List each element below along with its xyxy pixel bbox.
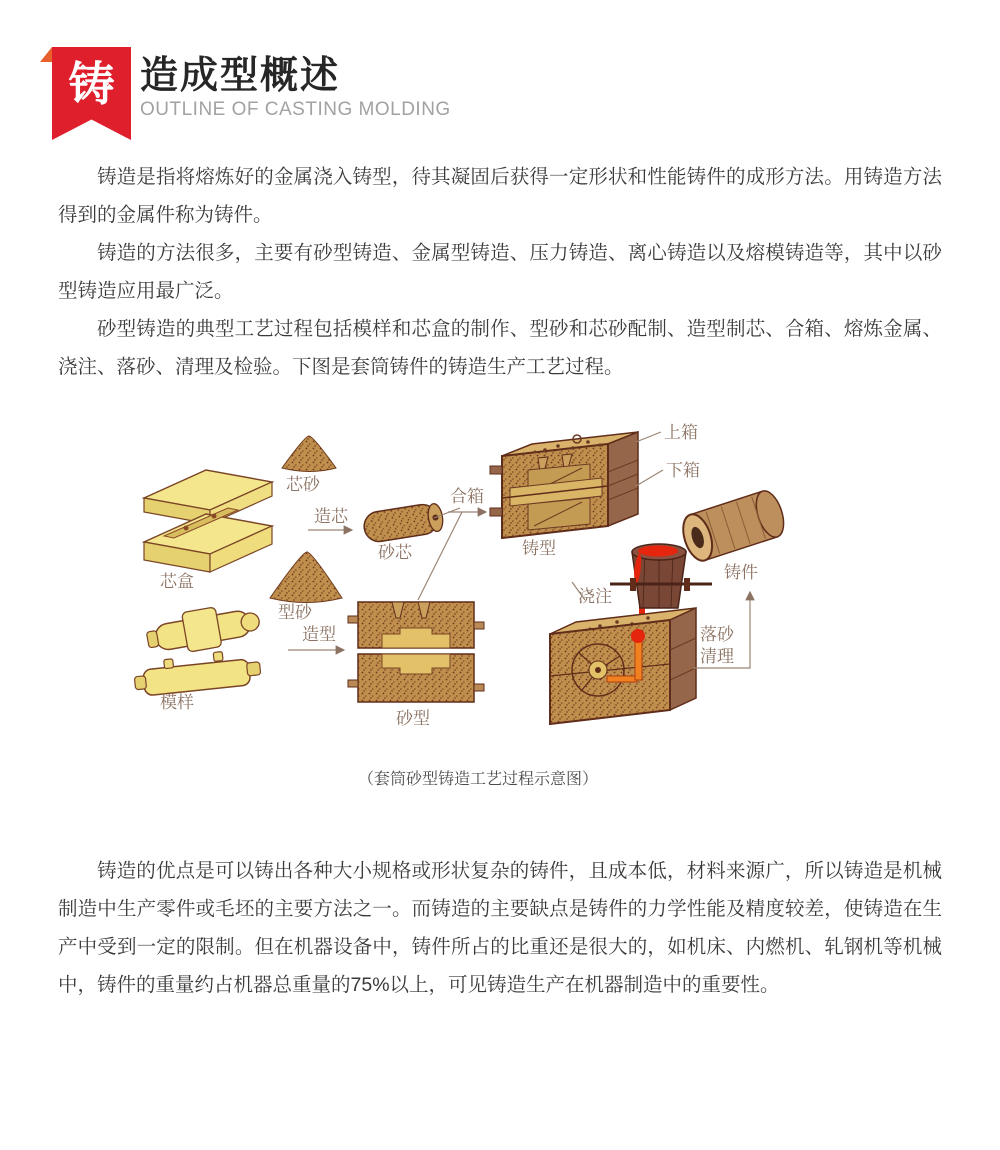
label-molding-sand: 型砂 xyxy=(278,603,312,623)
casting-process-diagram xyxy=(130,412,800,742)
molding-sand-pile-art xyxy=(270,552,342,603)
label-core-box: 芯盒 xyxy=(160,572,194,592)
title-block xyxy=(140,47,451,121)
label-sand-core: 砂芯 xyxy=(378,543,412,563)
page-title: 造成型概述 xyxy=(140,53,341,97)
casting-mold-art xyxy=(490,432,638,538)
badge-fold-icon xyxy=(40,47,52,62)
label-shakeout-1: 落砂 xyxy=(700,625,734,645)
pattern-art xyxy=(133,600,263,697)
sand-core-art xyxy=(362,502,445,544)
label-core-making: 造芯 xyxy=(314,507,348,527)
pouring-mold-art xyxy=(550,608,696,724)
label-flask-assembly: 合箱 xyxy=(450,487,484,507)
label-drag: 下箱 xyxy=(666,461,700,481)
cope-leader xyxy=(636,432,661,442)
drag-leader xyxy=(636,470,663,486)
label-cope: 上箱 xyxy=(664,423,698,443)
paragraph-advantages: 铸造的优点是可以铸出各种大小规格或形状复杂的铸件，且成本低，材料来源广，所以铸造是机械制造中生产零件或毛坯的主要方法之一。而铸造的主要缺点是铸件的力学性能及精度较差，使铸造在生产中受到一定的限制。但在机器设备中，铸件所占的比重还是很大的，如机床、内燃机、轧钢机等机械中，铸件的重量约占机器总重量的75%以上，可见铸造生产在机器制造中的重要性。 xyxy=(58,860,942,996)
label-pouring: 浇注 xyxy=(578,587,612,607)
label-casting-mold: 铸型 xyxy=(522,539,556,559)
casting-art xyxy=(678,487,789,564)
paragraph-definition: 铸造是指将熔炼好的金属浇入铸型，待其凝固后获得一定形状和性能铸件的成形方法。用铸造方法得到的金属件称为铸件。 xyxy=(58,166,942,226)
label-pattern: 模样 xyxy=(160,693,194,713)
label-casting: 铸件 xyxy=(724,563,758,583)
figure-caption: （套筒砂型铸造工艺过程示意图） xyxy=(357,771,598,788)
chapter-badge xyxy=(52,47,131,140)
label-shakeout-2: 清理 xyxy=(700,647,734,667)
label-sand-mold: 砂型 xyxy=(396,709,430,729)
core-box-art xyxy=(144,470,272,572)
paragraph-process: 砂型铸造的典型工艺过程包括模样和芯盒的制作、型砂和芯砂配制、造型制芯、合箱、熔炼金属、浇注、落砂、清理及检验。下图是套筒铸件的铸造生产工艺过程。 xyxy=(58,318,942,378)
label-molding: 造型 xyxy=(302,625,336,645)
main-content xyxy=(58,158,942,1004)
page-subtitle: OUTLINE OF CASTING MOLDING xyxy=(140,99,451,120)
paragraph-methods: 铸造的方法很多，主要有砂型铸造、金属型铸造、压力铸造、离心铸造以及熔模铸造等，其中以砂型铸造应用最广泛。 xyxy=(58,242,942,302)
sand-mold-art xyxy=(348,602,484,702)
header xyxy=(52,47,451,121)
process-figure xyxy=(130,412,800,789)
label-core-sand: 芯砂 xyxy=(286,475,320,495)
core-sand-pile-art xyxy=(282,436,336,472)
badge-character: 铸 xyxy=(68,57,115,111)
